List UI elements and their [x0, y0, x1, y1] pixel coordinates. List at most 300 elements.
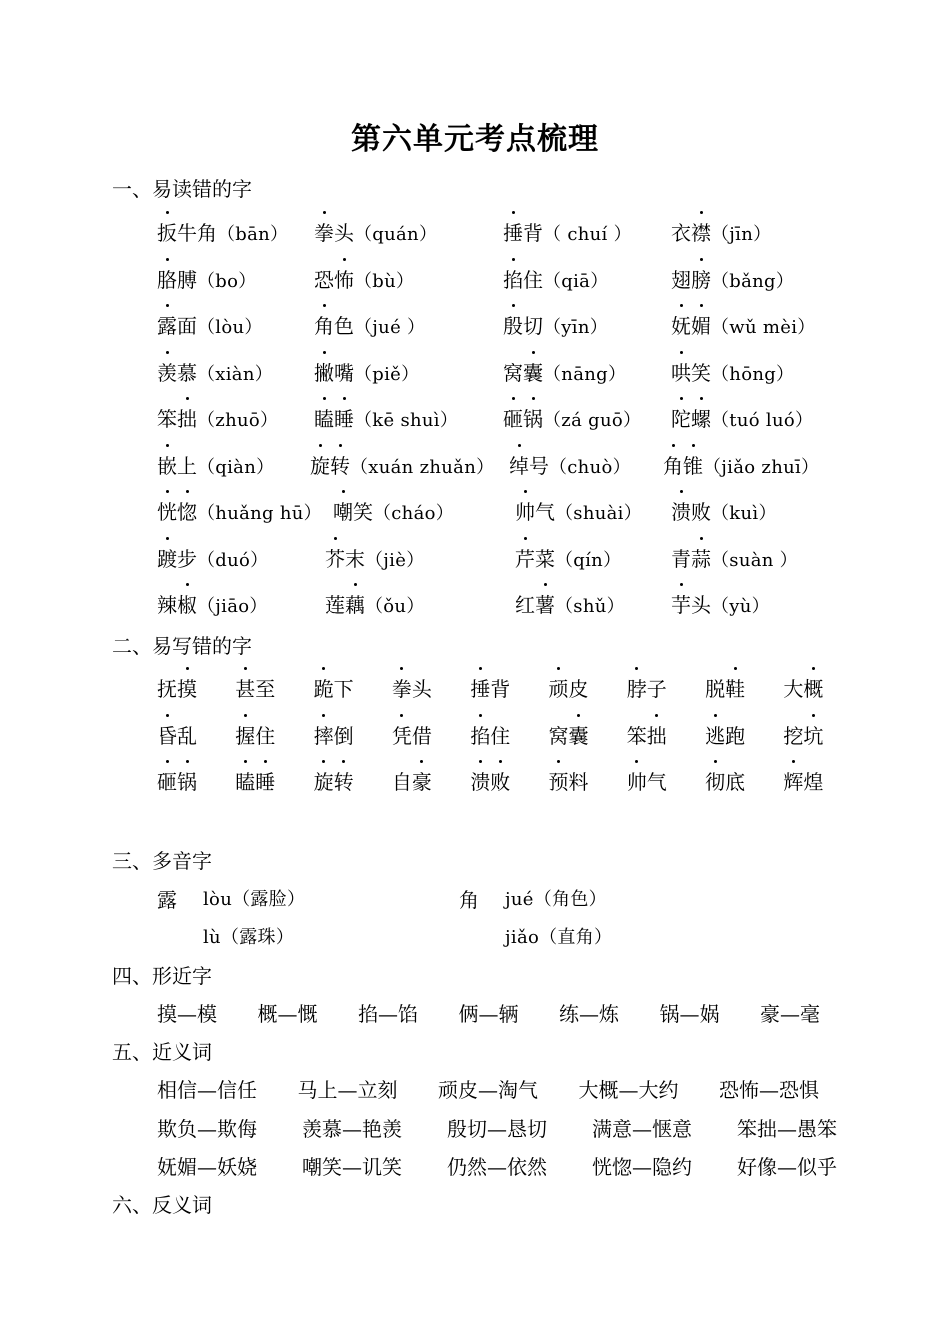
similar-char-pair: 掐—馅	[358, 1002, 418, 1026]
miswritten-word	[549, 673, 589, 702]
char: 哄	[671, 357, 691, 386]
pinyin: （piě）	[354, 363, 420, 385]
char: 青	[671, 546, 691, 571]
pinyin: （bǎng）	[711, 270, 795, 292]
pinyin: （bù）	[354, 270, 415, 292]
misread-entry	[157, 264, 257, 293]
char: 至	[255, 677, 276, 701]
word	[157, 500, 197, 524]
synonym-pair: 大概—大约	[578, 1078, 679, 1102]
synonym-pair: 马上—立刻	[297, 1078, 398, 1102]
misread-entry	[671, 217, 771, 246]
miswritten-word	[157, 766, 197, 795]
pinyin: （jué ）	[354, 317, 426, 338]
pinyin: （kē shuì）	[354, 410, 459, 431]
char: 上	[177, 453, 197, 478]
misread-entry	[314, 310, 425, 339]
miswritten-word	[783, 720, 823, 749]
word	[783, 770, 823, 794]
char: 睡	[334, 403, 354, 432]
pinyin: （qiàn）	[197, 456, 275, 478]
misread-entry	[157, 496, 322, 525]
misread-entry	[671, 496, 777, 525]
pinyin: （ chuí ）	[543, 224, 632, 245]
char: 跪	[314, 673, 334, 702]
word	[314, 361, 354, 385]
char: 捶	[470, 673, 490, 702]
misread-entry	[314, 403, 458, 432]
word	[671, 314, 711, 338]
char: 笑	[691, 360, 711, 385]
word	[157, 677, 197, 701]
misread-entry	[157, 403, 278, 432]
word	[671, 268, 711, 292]
char: 踱	[157, 543, 177, 572]
miswritten-word	[705, 720, 745, 749]
synonym-pair: 恍惚—隐约	[592, 1155, 692, 1179]
char: 囊	[569, 720, 589, 749]
pinyin: （jiè）	[365, 549, 425, 571]
char: 下	[333, 677, 354, 701]
section-heading-misread: 一、易读错的字	[112, 177, 252, 201]
char: 逃	[705, 720, 725, 749]
word	[705, 677, 745, 701]
miswritten-word	[235, 766, 275, 795]
char: 惚	[177, 496, 197, 525]
pinyin: （qiā）	[543, 270, 609, 292]
char: 败	[490, 766, 510, 795]
char: 笨	[626, 723, 647, 748]
char: 螺	[691, 403, 711, 432]
char: 握	[235, 720, 255, 749]
word	[314, 314, 354, 338]
char: 子	[646, 677, 667, 701]
polyphone-char: 露	[157, 888, 177, 912]
char: 瞌	[314, 403, 334, 432]
word	[503, 268, 543, 292]
synonym-pair: 顽皮—淘气	[438, 1078, 538, 1102]
miswritten-word	[235, 720, 275, 749]
char: 摔	[314, 720, 334, 749]
word	[333, 500, 373, 524]
pinyin: （bo）	[197, 270, 257, 292]
misread-entry	[671, 589, 770, 618]
misread-entry	[157, 217, 288, 246]
char: 挖	[783, 723, 804, 748]
char: 旋	[314, 766, 334, 795]
pinyin: （hōng）	[711, 363, 795, 385]
section-heading-miswritten: 二、易写错的字	[112, 634, 252, 658]
misread-entry	[671, 543, 798, 572]
char: 步	[177, 546, 197, 571]
char: 面	[177, 314, 197, 338]
char: 牛	[177, 221, 197, 245]
synonym-pair: 笨拙—愚笨	[737, 1116, 837, 1141]
pinyin: （suàn ）	[711, 549, 798, 571]
char: 拳	[392, 673, 412, 702]
char: 膀	[691, 264, 711, 293]
word	[549, 724, 589, 748]
char: 羡	[157, 357, 177, 386]
synonym-pair: 恐怖—恐惧	[719, 1078, 819, 1102]
word	[515, 547, 555, 571]
pinyin: （duó）	[197, 549, 269, 571]
pinyin: （chuò）	[549, 456, 631, 478]
miswritten-word	[392, 766, 432, 795]
word	[549, 677, 589, 701]
miswritten-word	[470, 766, 510, 795]
polyphone-reading: jué（角色）	[505, 889, 607, 910]
misread-entry	[663, 450, 819, 479]
word	[325, 593, 365, 617]
char: 襟	[691, 217, 711, 246]
char: 煌	[803, 770, 824, 794]
char: 锅	[177, 766, 197, 795]
char: 椒	[177, 589, 197, 618]
char: 角	[663, 450, 683, 479]
char: 脖	[627, 673, 647, 702]
char: 拳	[314, 217, 334, 246]
char: 帅	[627, 766, 647, 795]
synonym-pair: 欺负—欺侮	[157, 1116, 257, 1141]
word	[157, 268, 197, 292]
char: 慕	[177, 360, 197, 385]
word	[157, 770, 197, 794]
char: 媚	[691, 310, 711, 339]
pinyin: （wǔ mèi）	[711, 317, 816, 338]
synonym-pair: 满意—惬意	[592, 1116, 692, 1141]
char: 头	[334, 221, 354, 245]
char: 旋	[310, 450, 330, 479]
pinyin: （qín）	[555, 549, 622, 571]
miswritten-word	[705, 766, 745, 795]
char: 莲	[325, 593, 345, 617]
word	[503, 221, 543, 245]
pinyin: （shuài）	[555, 503, 643, 524]
word	[392, 677, 432, 701]
pinyin: （jiāo）	[197, 596, 268, 617]
synonym-pair: 仍然—依然	[447, 1155, 547, 1179]
char: 角	[314, 310, 334, 339]
pinyin: （kuì）	[711, 503, 777, 524]
word	[515, 593, 555, 617]
word	[157, 454, 197, 478]
char: 绰	[509, 450, 529, 479]
char: 背	[490, 677, 511, 701]
miswritten-word	[549, 766, 589, 795]
char: 囊	[523, 357, 543, 386]
misread-entry	[515, 589, 625, 618]
pinyin: （yīn）	[543, 317, 609, 338]
similar-char-pair: 摸—模	[157, 1002, 217, 1026]
char: 撇	[314, 357, 334, 386]
char: 住	[490, 723, 511, 748]
misread-entry	[157, 310, 263, 339]
char: 抚	[157, 677, 177, 701]
word	[627, 677, 667, 701]
misread-entry	[157, 357, 273, 386]
word	[314, 724, 354, 748]
char: 色	[334, 314, 354, 338]
word	[470, 677, 510, 701]
char: 恐	[314, 267, 334, 292]
char: 胳	[157, 264, 177, 293]
pinyin: （xiàn）	[197, 363, 274, 385]
misread-entry	[509, 450, 631, 479]
char: 掐	[503, 264, 523, 293]
misread-entry	[157, 543, 268, 572]
char: 帅	[515, 496, 535, 525]
char: 锅	[523, 403, 543, 432]
miswritten-word	[314, 766, 354, 795]
pinyin: （tuó luó）	[711, 410, 814, 431]
char: 拙	[647, 720, 667, 749]
synonym-pair: 嘲笑—讥笑	[302, 1155, 402, 1179]
misread-entry	[503, 403, 641, 432]
pinyin: （zhuō）	[197, 410, 279, 431]
misread-entry	[310, 450, 494, 479]
char: 菜	[535, 546, 555, 571]
word	[157, 361, 197, 385]
word	[549, 770, 589, 794]
word	[503, 407, 543, 431]
char: 住	[523, 267, 543, 292]
char: 掐	[470, 720, 490, 749]
word	[392, 770, 432, 794]
char: 概	[803, 673, 823, 702]
char: 拙	[177, 403, 197, 432]
pinyin: （quán）	[354, 224, 438, 245]
char: 笨	[157, 407, 177, 431]
char: 睡	[255, 766, 275, 795]
char: 怖	[334, 264, 354, 293]
char: 头	[691, 593, 711, 617]
miswritten-word	[470, 673, 510, 702]
miswritten-word	[392, 673, 432, 702]
word	[470, 770, 510, 794]
word	[157, 314, 197, 338]
char: 昏	[157, 720, 177, 749]
polyphone-reading: lù（露珠）	[203, 927, 295, 948]
char: 捶	[503, 217, 523, 246]
pinyin: （ǒu）	[365, 596, 425, 617]
word	[671, 547, 711, 571]
synonym-pair: 妩媚—妖娆	[157, 1155, 257, 1179]
similar-char-pair: 概—慨	[257, 1002, 318, 1026]
word	[783, 677, 823, 701]
page-title: 第六单元考点梳理	[351, 122, 599, 157]
word	[314, 221, 354, 245]
synonym-pair: 好像—似乎	[737, 1155, 837, 1179]
miswritten-word	[392, 720, 432, 749]
char: 气	[535, 500, 555, 524]
char: 顽	[549, 673, 569, 702]
char: 膊	[177, 267, 197, 292]
word	[705, 724, 745, 748]
similar-char-pair: 豪—毫	[760, 1002, 820, 1026]
char: 鞋	[725, 673, 745, 702]
word	[235, 677, 275, 701]
char: 砸	[157, 766, 177, 795]
char: 藕	[345, 589, 365, 618]
char: 乱	[177, 723, 197, 748]
word	[235, 770, 275, 794]
word	[671, 407, 711, 431]
section-heading-antonyms: 六、反义词	[112, 1193, 212, 1217]
char: 彻	[705, 766, 725, 795]
word	[314, 770, 354, 794]
char: 豪	[412, 766, 432, 795]
section-heading-synonyms: 五、近义词	[112, 1040, 212, 1064]
char: 嘴	[334, 360, 354, 385]
misread-entry	[671, 264, 794, 293]
char: 扳	[157, 217, 177, 246]
char: 殷	[503, 310, 523, 339]
char: 败	[691, 500, 711, 524]
word	[627, 724, 667, 748]
char: 住	[255, 723, 276, 748]
char: 窝	[503, 360, 523, 385]
char: 溃	[470, 766, 490, 795]
word	[314, 677, 354, 701]
char: 料	[568, 770, 589, 794]
word	[157, 724, 197, 748]
char: 红	[515, 593, 535, 617]
char: 角	[197, 221, 217, 245]
char: 凭	[392, 720, 412, 749]
word	[314, 268, 354, 292]
miswritten-word	[235, 673, 275, 702]
similar-char-pair: 锅—娲	[659, 1002, 720, 1026]
misread-entry	[157, 450, 274, 479]
misread-entry	[325, 589, 425, 618]
synonym-pair: 羡慕—艳羡	[302, 1116, 402, 1141]
char: 芋	[671, 589, 691, 618]
miswritten-word	[314, 673, 354, 702]
misread-entry	[333, 496, 454, 525]
misread-entry	[314, 264, 414, 293]
word	[783, 724, 823, 748]
pinyin: （bān）	[217, 224, 289, 245]
char: 跑	[725, 723, 746, 748]
pinyin: （yù）	[711, 596, 770, 617]
char: 大	[783, 677, 804, 701]
synonym-pair: 殷切—恳切	[447, 1116, 547, 1141]
char: 薯	[535, 589, 555, 618]
char: 蒜	[691, 543, 711, 572]
char: 坑	[803, 720, 823, 749]
word	[314, 407, 354, 431]
word	[663, 454, 703, 478]
misread-entry	[503, 357, 626, 386]
char: 末	[345, 546, 365, 571]
word	[671, 221, 711, 245]
word	[157, 407, 197, 431]
pinyin: （cháo）	[373, 503, 455, 524]
char: 切	[523, 314, 543, 338]
miswritten-word	[705, 673, 745, 702]
word	[157, 547, 197, 571]
misread-entry	[515, 496, 642, 525]
char: 气	[646, 770, 667, 794]
char: 瞌	[235, 766, 255, 795]
pinyin: （jīn）	[711, 224, 772, 245]
pinyin: （jiǎo zhuī）	[703, 456, 820, 478]
char: 借	[411, 723, 432, 748]
polyphone-char: 角	[459, 888, 479, 912]
synonym-pair: 相信—信任	[157, 1078, 257, 1102]
char: 嘲	[333, 496, 353, 525]
char: 头	[411, 677, 432, 701]
char: 妩	[671, 310, 691, 339]
char: 甚	[235, 673, 255, 702]
char: 皮	[568, 677, 589, 701]
misread-entry	[503, 310, 608, 339]
char: 砸	[503, 403, 523, 432]
miswritten-word	[627, 766, 667, 795]
char: 窝	[548, 723, 569, 748]
miswritten-word	[470, 720, 510, 749]
misread-entry	[157, 589, 268, 618]
word	[671, 593, 711, 617]
char: 陀	[671, 403, 691, 432]
char: 倒	[333, 723, 354, 748]
word	[325, 547, 365, 571]
misread-entry	[314, 217, 437, 246]
miswritten-word	[783, 673, 823, 702]
section-heading-polyphones: 三、多音字	[112, 849, 212, 873]
pinyin: （nāng）	[543, 363, 627, 385]
pinyin: （lòu）	[197, 317, 263, 338]
char: 溃	[671, 496, 691, 525]
miswritten-word	[627, 673, 667, 702]
word	[157, 593, 197, 617]
word	[705, 770, 745, 794]
miswritten-word	[783, 766, 823, 795]
word	[509, 454, 549, 478]
misread-entry	[314, 357, 419, 386]
char: 芹	[515, 543, 535, 572]
section-heading-similar-chars: 四、形近字	[112, 964, 212, 988]
char: 自	[391, 770, 412, 794]
miswritten-word	[549, 720, 589, 749]
char: 预	[549, 766, 569, 795]
misread-entry	[515, 543, 621, 572]
polyphone-reading: jiǎo（直角）	[505, 927, 613, 948]
char: 摸	[177, 673, 197, 702]
misread-entry	[671, 403, 813, 432]
char: 辉	[783, 766, 803, 795]
misread-entry	[671, 357, 794, 386]
misread-entry	[671, 310, 816, 339]
misread-entry	[503, 217, 632, 246]
miswritten-word	[314, 720, 354, 749]
pinyin: （xuán zhuǎn）	[350, 456, 495, 478]
char: 锥	[683, 450, 703, 479]
word	[671, 500, 711, 524]
pinyin: （huǎng hū）	[197, 503, 322, 524]
word	[392, 724, 432, 748]
char: 转	[330, 450, 350, 479]
miswritten-word	[157, 720, 197, 749]
word	[503, 361, 543, 385]
char: 嵌	[157, 450, 177, 479]
similar-char-pair: 练—炼	[559, 1002, 619, 1026]
word	[515, 500, 555, 524]
char: 转	[334, 766, 354, 795]
char: 恍	[157, 496, 177, 525]
char: 露	[157, 310, 177, 339]
